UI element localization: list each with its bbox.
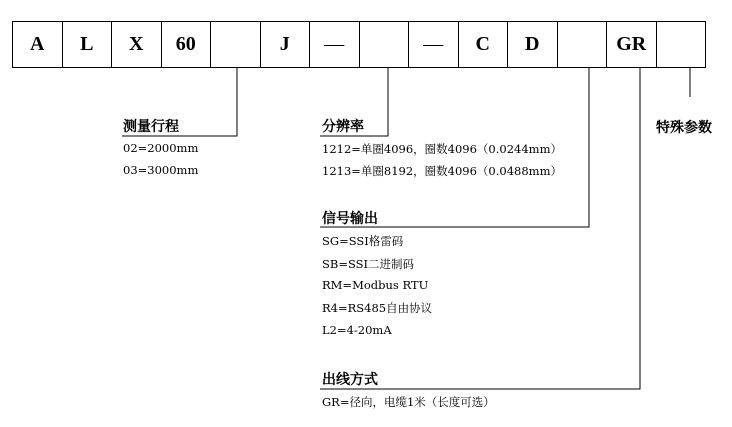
signal-item: L2=4-20mA (322, 323, 392, 337)
code-cell: GR (606, 21, 657, 68)
code-cell: A (12, 21, 63, 68)
outlet-item: GR=径向，电缆1米（长度可选） (322, 395, 495, 409)
code-cell: 60 (161, 21, 212, 68)
signal-item: SG=SSI格雷码 (322, 234, 404, 248)
code-cell: D (507, 21, 558, 68)
resolution-heading: 分辨率 (322, 119, 364, 135)
code-cell: X (111, 21, 162, 68)
outlet-heading: 出线方式 (322, 372, 378, 388)
signal-item: R4=RS485自由协议 (322, 301, 433, 315)
range-item: 02=2000mm (123, 141, 199, 155)
code-cell: J (260, 21, 311, 68)
signal-heading: 信号输出 (322, 211, 378, 227)
resolution-item: 1212=单圈4096，圈数4096（0.0244mm） (322, 142, 562, 156)
code-cell: L (62, 21, 113, 68)
signal-item: RM=Modbus RTU (322, 278, 429, 292)
outlet-connector (320, 68, 640, 389)
resolution-item: 1213=单圈8192，圈数4096（0.0488mm） (322, 164, 562, 178)
code-cell-dash: — (309, 21, 360, 68)
signal-item: SB=SSI二进制码 (322, 257, 415, 271)
special-heading: 特殊参数 (656, 120, 712, 136)
range-heading: 测量行程 (123, 119, 179, 135)
range-item: 03=3000mm (123, 163, 199, 177)
code-cell-dash: — (408, 21, 459, 68)
code-cell: C (458, 21, 509, 68)
